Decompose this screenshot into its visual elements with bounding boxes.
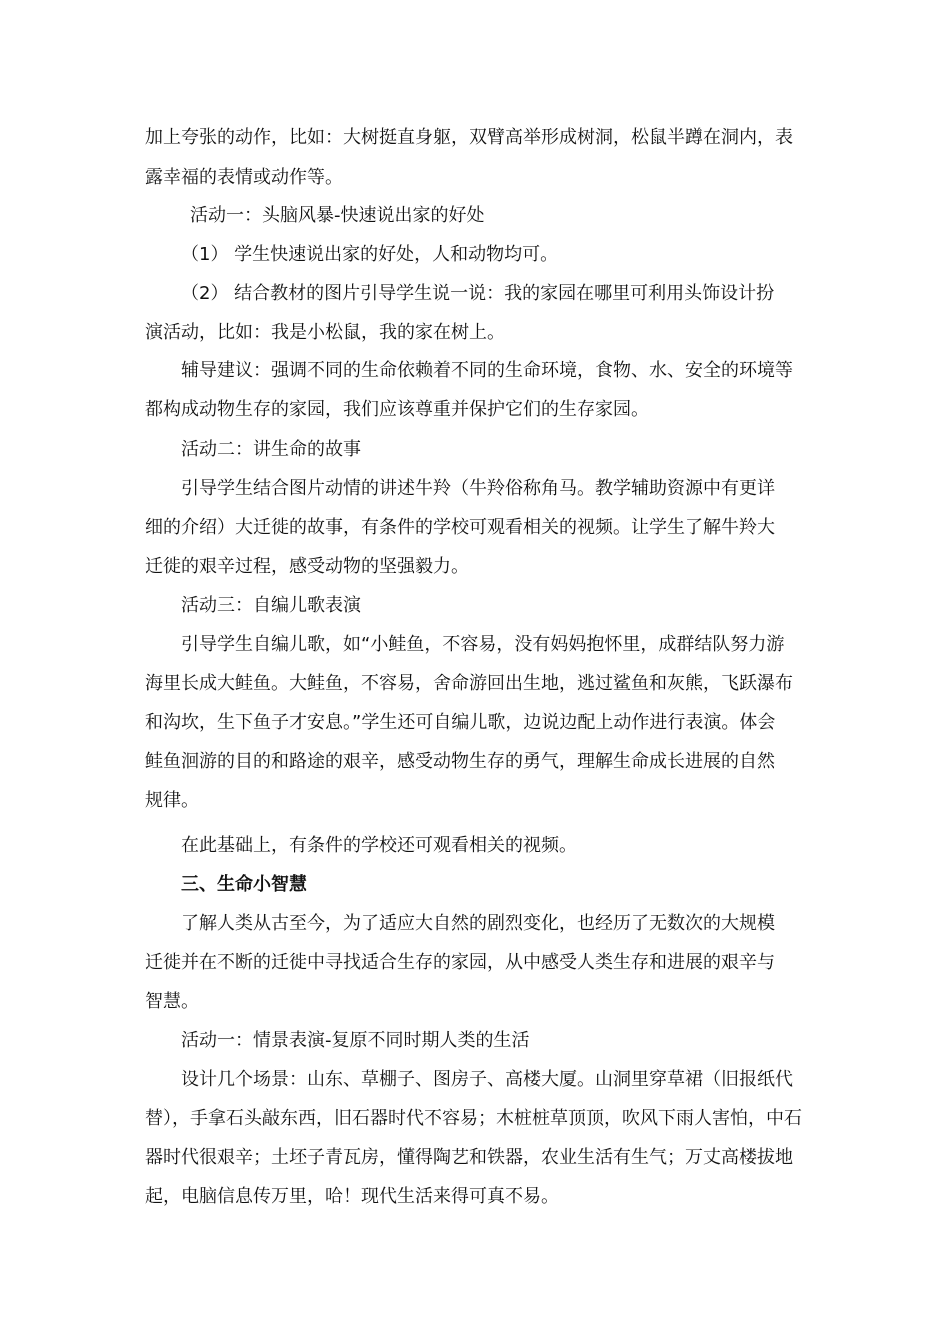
text-line: 和沟坎，生下鱼子才安息。”学生还可自编儿歌，边说边配上动作进行表演。体会 — [145, 712, 776, 733]
text-line: 规律。 — [145, 790, 199, 811]
text-line: 引导学生自编儿歌，如“小鲑鱼，不容易，没有妈妈抱怀里，成群结队努力游 — [181, 634, 785, 655]
text-line: 设计几个场景：山东、草棚子、图房子、高楼大厦。山洞里穿草裙（旧报纸代 — [181, 1069, 793, 1090]
activity-heading: 活动二：讲生命的故事 — [181, 439, 361, 460]
text-line: 迁徙的艰辛过程，感受动物的坚强毅力。 — [145, 556, 469, 577]
text-line: 细的介绍）大迁徙的故事，有条件的学校可观看相关的视频。让学生了解牛羚大 — [145, 517, 775, 538]
text-line: 引导学生结合图片动情的讲述牛羚（牛羚俗称角马。教学辅助资源中有更详 — [181, 478, 775, 499]
text-line: 迁徙并在不断的迁徙中寻找适合生存的家园，从中感受人类生存和进展的艰辛与 — [145, 952, 775, 973]
text-line: 智慧。 — [145, 991, 199, 1012]
activity-heading: 活动三：自编儿歌表演 — [181, 595, 361, 616]
text-line: 鲑鱼洄游的目的和路途的艰辛，感受动物生存的勇气，理解生命成长进展的自然 — [145, 751, 775, 772]
list-item: （2） 结合教材的图片引导学生说一说：我的家园在哪里可利用头饰设计扮 — [181, 283, 775, 304]
text-line: 器时代很艰辛；土坯子青瓦房，懂得陶艺和铁器，农业生活有生气；万丈高楼拔地 — [145, 1147, 793, 1168]
text-line: 了解人类从古至今，为了适应大自然的剧烈变化，也经历了无数次的大规模 — [181, 913, 775, 934]
text-line: 演活动，比如：我是小松鼠，我的家在树上。 — [145, 322, 505, 343]
text-line: 在此基础上，有条件的学校还可观看相关的视频。 — [181, 835, 577, 856]
activity-heading: 活动一：头脑风暴-快速说出家的好处 — [190, 205, 485, 226]
text-line: 替），手拿石头敲东西，旧石器时代不容易；木桩桩草顶顶，吹风下雨人害怕，中石 — [145, 1108, 802, 1129]
text-line: 海里长成大鲑鱼。大鲑鱼，不容易，舍命游回出生地，逃过鲨鱼和灰熊，飞跃瀑布 — [145, 673, 793, 694]
text-line: 起，电脑信息传万里，哈！现代生活来得可真不易。 — [145, 1186, 559, 1207]
text-line: 露幸福的表情或动作等。 — [145, 167, 343, 188]
text-line: 加上夸张的动作，比如：大树挺直身躯，双臂高举形成树洞，松鼠半蹲在洞内，表 — [145, 127, 793, 148]
list-item: （1） 学生快速说出家的好处，人和动物均可。 — [181, 244, 559, 265]
text-line: 辅导建议：强调不同的生命依赖着不同的生命环境，食物、水、安全的环境等 — [181, 360, 793, 381]
section-heading: 三、生命小智慧 — [181, 874, 307, 895]
activity-heading: 活动一：情景表演-复原不同时期人类的生活 — [181, 1030, 530, 1051]
text-line: 都构成动物生存的家园，我们应该尊重并保护它们的生存家园。 — [145, 399, 649, 420]
